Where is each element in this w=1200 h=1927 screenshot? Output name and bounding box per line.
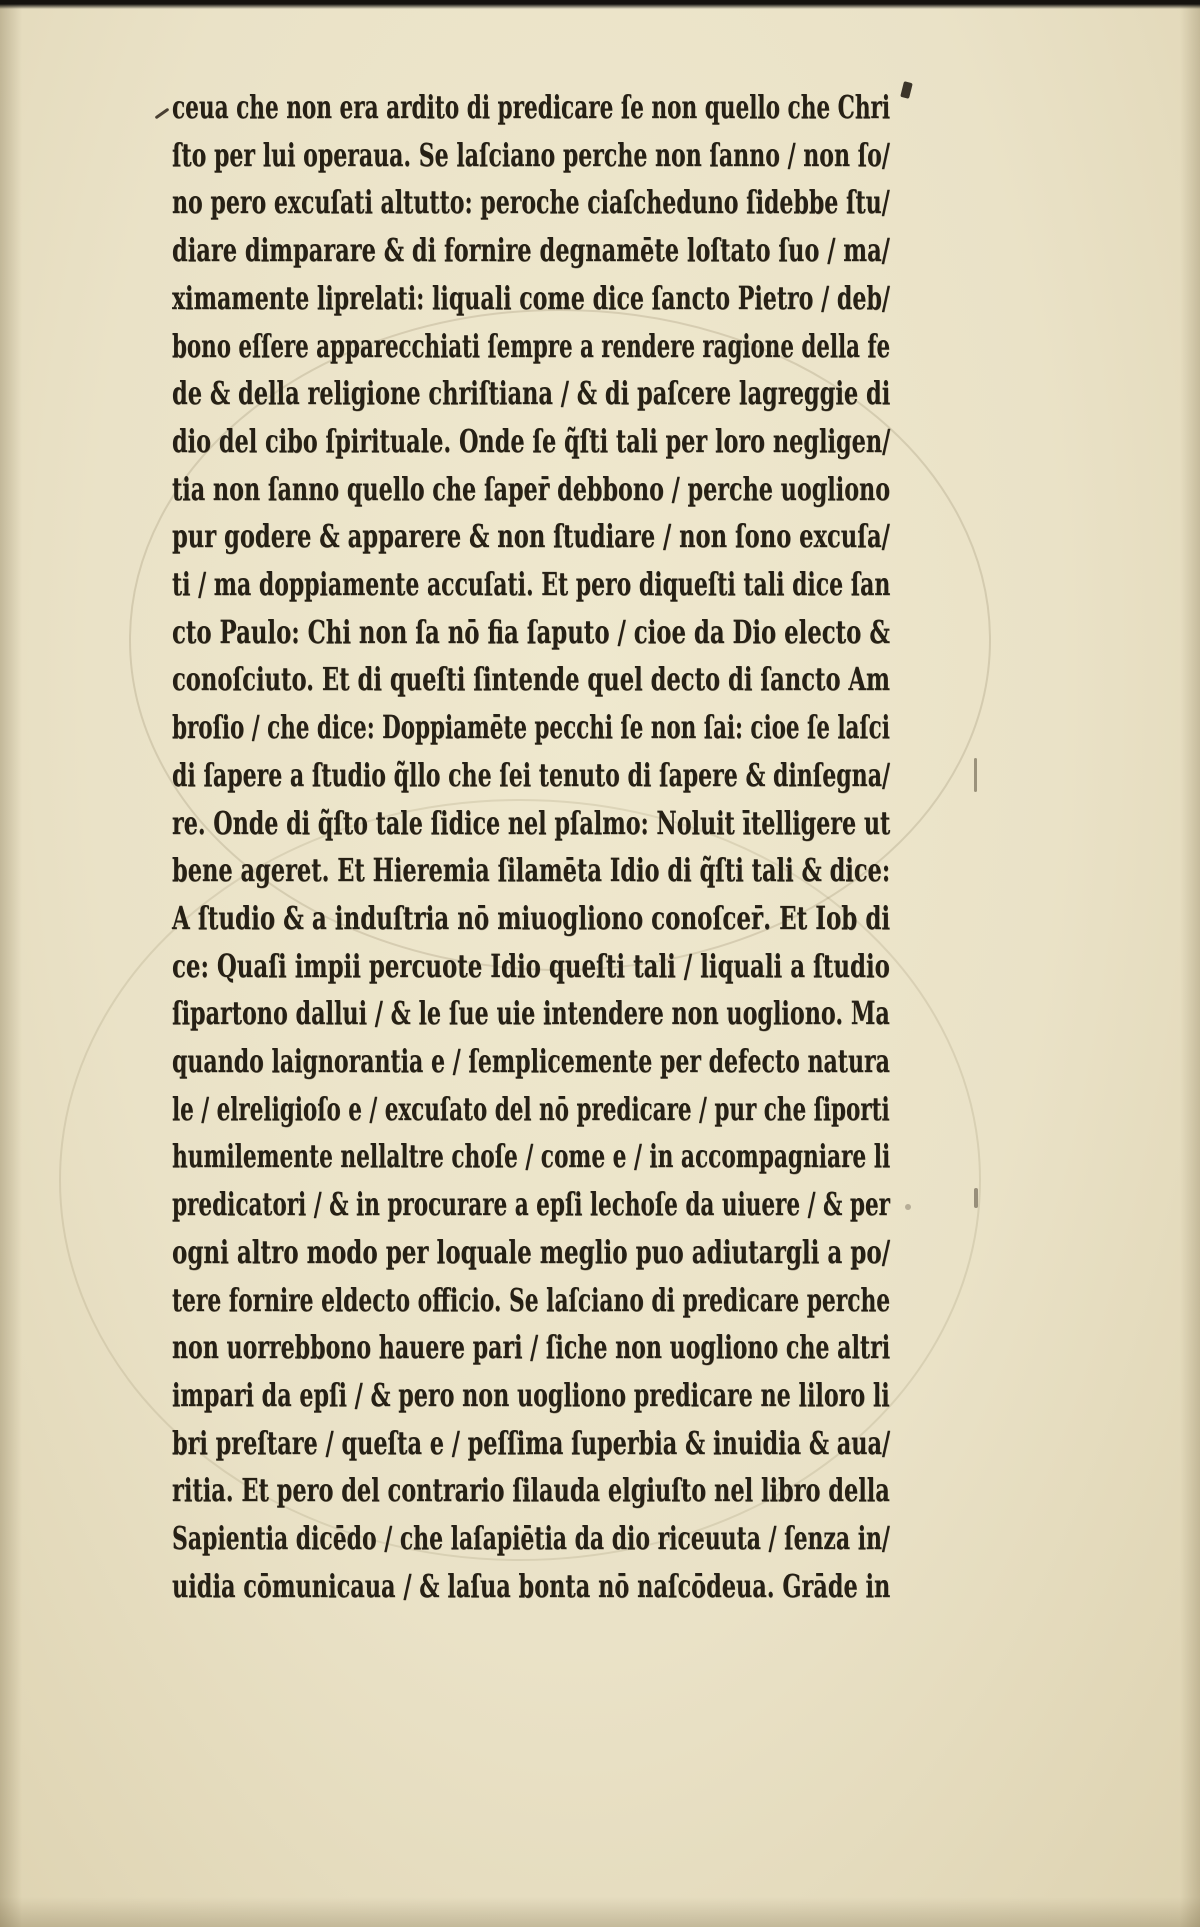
text-line: non uorrebbono hauere pari / ſiche non uogliono che altri <box>172 1328 891 1367</box>
text-line: broſio / che dice: Doppiamēte pecchi ſe non ſai: cioe ſe laſci <box>172 708 890 747</box>
text-line: predicatori / & in procurare a epſi lechoſe da uiuere / & per <box>172 1185 890 1224</box>
text-line: impari da epſi / & pero non uogliono predicare ne liloro li <box>172 1375 890 1414</box>
text-line: de & della religione chriſtiana / & di paſcere lagreggie di <box>172 374 891 413</box>
text-line: ſipartono dallui / & le ſue uie intendere non uogliono. Ma <box>172 994 890 1033</box>
text-line: tia non ſanno quello che ſaper̄ debbono / perche uogliono <box>172 469 891 508</box>
text-line: di ſapere a ſtudio q̃llo che ſei tenuto di ſapere & dinſegna/ <box>172 755 891 794</box>
text-line: tere fornire eldecto officio. Se laſciano di predicare perche <box>172 1280 891 1319</box>
text-block <box>172 84 890 1611</box>
text-line: quando laignorantia e / ſemplicemente per defecto natura <box>172 1042 890 1081</box>
text-line: pur godere & apparere & non ſtudiare / non ſono excuſa/ <box>172 517 890 556</box>
text-line: bono eſſere apparecchiati ſempre a rendere ragione della fe <box>172 326 891 365</box>
text-line: le / elreligioſo e / excuſato del nō predicare / pur che ſiporti <box>172 1089 890 1128</box>
text-line: ti / ma doppiamente accuſati. Et pero diqueſti tali dice ſan <box>172 565 891 604</box>
text-line: uidia cōmunicaua / & laſua bonta nō naſcōdeua. Grāde in <box>172 1566 891 1605</box>
text-line: ogni altro modo per loquale meglio puo adiutargli a po/ <box>172 1232 891 1271</box>
scan-artifact <box>155 108 170 120</box>
text-line: Sapientia dicēdo / che laſapiētia da dio riceuuta / ſenza in/ <box>172 1519 890 1558</box>
text-line: ceua che non era ardito di predicare ſe non quello che Chri <box>172 88 891 126</box>
scan-artifact <box>974 1188 978 1208</box>
text-line: re. Onde di q̃ſto tale ſidice nel pſalmo: Noluit ītelligere ut <box>172 803 891 842</box>
text-line: no pero excuſati altutto: peroche ciaſcheduno ſidebbe ſtu/ <box>172 183 890 222</box>
text-line: humilemente nellaltre choſe / come e / in accompagniare li <box>172 1137 891 1176</box>
text-line: bene ageret. Et Hieremia ſilamēta Idio di q̃ſti tali & dice: <box>172 851 891 890</box>
text-line: conoſciuto. Et di queſti ſintende quel decto di ſancto Am <box>172 660 890 699</box>
text-line: ximamente liprelati: liquali come dice ſancto Pietro / deb/ <box>172 278 890 317</box>
text-line: ce: Quaſi impii percuote Idio queſti tali / liquali a ſtudio <box>172 946 890 985</box>
scan-artifact <box>974 758 977 792</box>
text-line: ſto per lui operaua. Se laſciano perche non ſanno / non ſo/ <box>172 135 890 174</box>
text-line: diare dimparare & di fornire degnamēte loſtato ſuo / ma/ <box>172 231 890 270</box>
text-line: A ſtudio & a induſtria nō miuogliono conoſcer̄. Et Iob di <box>172 898 891 937</box>
scan-artifact <box>905 1204 911 1210</box>
scan-artifact <box>900 81 913 99</box>
text-line: bri preſtare / queſta e / peſſima ſuperbia & inuidia & aua/ <box>172 1423 891 1462</box>
text-line: cto Paulo: Chi non ſa nō fia ſaputo / cioe da Dio electo & <box>172 612 890 651</box>
text-line: ritia. Et pero del contrario ſilauda elgiuſto nel libro della <box>172 1471 890 1510</box>
text-line: dio del cibo ſpirituale. Onde ſe q̃ſti tali per loro negligen/ <box>172 421 891 460</box>
